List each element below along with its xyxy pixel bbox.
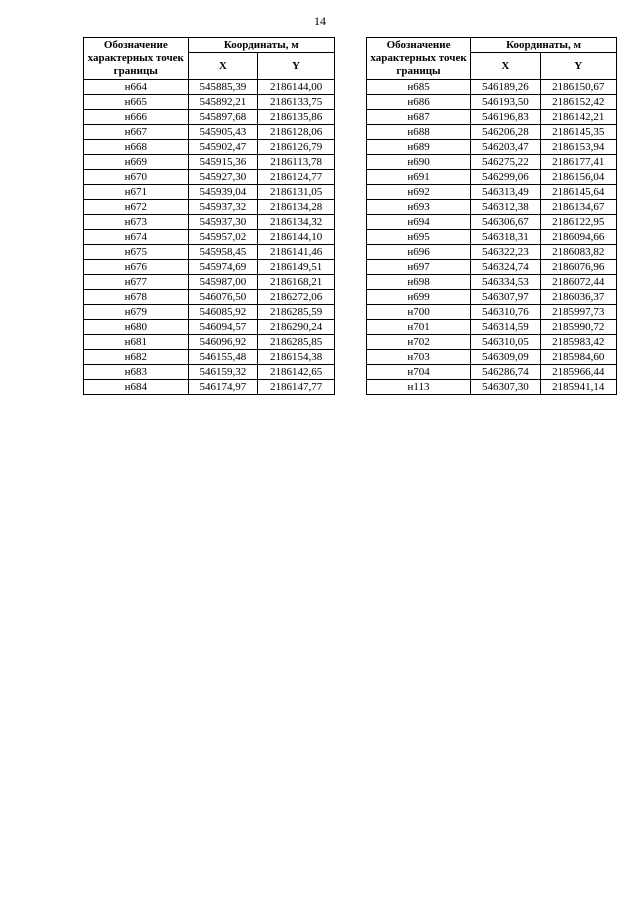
cell-point: н680 <box>84 320 189 335</box>
cell-x: 546310,05 <box>471 335 540 350</box>
table-row <box>367 230 617 245</box>
cell-point: н666 <box>84 110 189 125</box>
cell-x: 546310,76 <box>471 305 540 320</box>
cell-y: 2186072,44 <box>540 275 616 290</box>
cell-x: 546299,06 <box>471 170 540 185</box>
cell-point: н673 <box>84 215 189 230</box>
cell-point: н683 <box>84 365 189 380</box>
cell-y: 2185983,42 <box>540 335 616 350</box>
table-row <box>367 155 617 170</box>
cell-point: н679 <box>84 305 189 320</box>
table-row <box>367 110 617 125</box>
cell-point: н685 <box>367 80 471 95</box>
table-row <box>367 245 617 260</box>
cell-y: 2186134,28 <box>258 200 335 215</box>
cell-y: 2186133,75 <box>258 95 335 110</box>
page-number: 14 <box>314 14 326 28</box>
cell-y: 2186147,77 <box>258 380 335 395</box>
table-row <box>367 215 617 230</box>
table-row <box>367 185 617 200</box>
cell-y: 2186126,79 <box>258 140 335 155</box>
table-row <box>367 80 617 95</box>
table-row <box>84 155 335 170</box>
cell-x: 545937,32 <box>188 200 258 215</box>
cell-point: н113 <box>367 380 471 395</box>
table-row <box>84 170 335 185</box>
cell-y: 2186152,42 <box>540 95 616 110</box>
cell-point: н687 <box>367 110 471 125</box>
cell-x: 546159,32 <box>188 365 258 380</box>
header-x: X <box>471 53 540 80</box>
cell-point: н693 <box>367 200 471 215</box>
cell-x: 545937,30 <box>188 215 258 230</box>
table-row <box>84 335 335 350</box>
cell-x: 546275,22 <box>471 155 540 170</box>
cell-x: 545927,30 <box>188 170 258 185</box>
cell-x: 546312,38 <box>471 200 540 215</box>
table-row <box>367 200 617 215</box>
cell-x: 546322,23 <box>471 245 540 260</box>
cell-point: н676 <box>84 260 189 275</box>
cell-y: 2186153,94 <box>540 140 616 155</box>
cell-x: 546313,49 <box>471 185 540 200</box>
cell-point: н699 <box>367 290 471 305</box>
table-row <box>84 305 335 320</box>
cell-y: 2186134,67 <box>540 200 616 215</box>
cell-point: н702 <box>367 335 471 350</box>
table-row <box>84 260 335 275</box>
cell-y: 2186145,35 <box>540 125 616 140</box>
cell-point: н698 <box>367 275 471 290</box>
cell-point: н681 <box>84 335 189 350</box>
cell-x: 545974,69 <box>188 260 258 275</box>
table-row <box>367 350 617 365</box>
cell-x: 545958,45 <box>188 245 258 260</box>
cell-y: 2186131,05 <box>258 185 335 200</box>
cell-point: н684 <box>84 380 189 395</box>
cell-point: н701 <box>367 320 471 335</box>
cell-y: 2185984,60 <box>540 350 616 365</box>
cell-x: 546076,50 <box>188 290 258 305</box>
cell-y: 2185997,73 <box>540 305 616 320</box>
cell-y: 2186083,82 <box>540 245 616 260</box>
cell-y: 2186141,46 <box>258 245 335 260</box>
cell-y: 2186144,00 <box>258 80 335 95</box>
table-row <box>367 95 617 110</box>
cell-y: 2186122,95 <box>540 215 616 230</box>
table-row <box>367 320 617 335</box>
table-row <box>367 365 617 380</box>
cell-point: н670 <box>84 170 189 185</box>
cell-point: н703 <box>367 350 471 365</box>
cell-x: 546318,31 <box>471 230 540 245</box>
table-row <box>84 230 335 245</box>
cell-y: 2186076,96 <box>540 260 616 275</box>
cell-point: н690 <box>367 155 471 170</box>
table-row <box>367 125 617 140</box>
cell-x: 546286,74 <box>471 365 540 380</box>
cell-y: 2186285,85 <box>258 335 335 350</box>
cell-x: 545897,68 <box>188 110 258 125</box>
table-row <box>84 110 335 125</box>
header-coords: Координаты, м <box>188 38 334 53</box>
cell-point: н696 <box>367 245 471 260</box>
cell-y: 2186134,32 <box>258 215 335 230</box>
coordinates-table-left <box>83 37 335 395</box>
table-row <box>84 275 335 290</box>
cell-x: 545905,43 <box>188 125 258 140</box>
cell-y: 2186154,38 <box>258 350 335 365</box>
table-row <box>84 245 335 260</box>
cell-x: 546307,97 <box>471 290 540 305</box>
table-row <box>84 140 335 155</box>
table-row <box>84 125 335 140</box>
cell-point: н686 <box>367 95 471 110</box>
table-body <box>367 80 617 395</box>
cell-point: н678 <box>84 290 189 305</box>
table-row <box>84 380 335 395</box>
table-row <box>84 95 335 110</box>
cell-x: 546174,97 <box>188 380 258 395</box>
cell-y: 2186036,37 <box>540 290 616 305</box>
cell-y: 2186145,64 <box>540 185 616 200</box>
cell-point: н671 <box>84 185 189 200</box>
cell-y: 2186142,65 <box>258 365 335 380</box>
cell-x: 546096,92 <box>188 335 258 350</box>
cell-y: 2186177,41 <box>540 155 616 170</box>
table-row <box>367 170 617 185</box>
cell-y: 2186135,86 <box>258 110 335 125</box>
cell-x: 545939,04 <box>188 185 258 200</box>
cell-x: 545915,36 <box>188 155 258 170</box>
cell-x: 546314,59 <box>471 320 540 335</box>
cell-point: н664 <box>84 80 189 95</box>
cell-point: н695 <box>367 230 471 245</box>
header-y: Y <box>258 53 335 80</box>
cell-point: н668 <box>84 140 189 155</box>
cell-y: 2186150,67 <box>540 80 616 95</box>
cell-x: 546196,83 <box>471 110 540 125</box>
cell-y: 2186272,06 <box>258 290 335 305</box>
header-y: Y <box>540 53 616 80</box>
cell-y: 2186290,24 <box>258 320 335 335</box>
cell-point: н691 <box>367 170 471 185</box>
header-point: Обозначение характерных точек границы <box>367 38 471 80</box>
cell-point: н694 <box>367 215 471 230</box>
header-point: Обозначение характерных точек границы <box>84 38 189 80</box>
table-row <box>367 275 617 290</box>
cell-y: 2185990,72 <box>540 320 616 335</box>
table-body <box>84 80 335 395</box>
cell-y: 2186142,21 <box>540 110 616 125</box>
cell-point: н675 <box>84 245 189 260</box>
cell-x: 545885,39 <box>188 80 258 95</box>
cell-point: н672 <box>84 200 189 215</box>
table-row <box>84 365 335 380</box>
table-row <box>367 140 617 155</box>
cell-x: 546324,74 <box>471 260 540 275</box>
coordinates-table-right <box>366 37 617 395</box>
cell-x: 546193,50 <box>471 95 540 110</box>
header-coords: Координаты, м <box>471 38 617 53</box>
cell-point: н692 <box>367 185 471 200</box>
cell-y: 2186113,78 <box>258 155 335 170</box>
table-row <box>84 185 335 200</box>
cell-y: 2186124,77 <box>258 170 335 185</box>
table-row <box>367 380 617 395</box>
cell-x: 546307,30 <box>471 380 540 395</box>
cell-point: н688 <box>367 125 471 140</box>
cell-x: 545987,00 <box>188 275 258 290</box>
cell-y: 2186168,21 <box>258 275 335 290</box>
cell-x: 546306,67 <box>471 215 540 230</box>
cell-point: н700 <box>367 305 471 320</box>
cell-x: 546334,53 <box>471 275 540 290</box>
table-row <box>367 260 617 275</box>
table-row <box>84 80 335 95</box>
cell-y: 2186094,66 <box>540 230 616 245</box>
cell-point: н697 <box>367 260 471 275</box>
cell-y: 2186144,10 <box>258 230 335 245</box>
table-row <box>84 290 335 305</box>
table-row <box>367 290 617 305</box>
table-row <box>84 320 335 335</box>
cell-x: 546309,09 <box>471 350 540 365</box>
cell-point: н682 <box>84 350 189 365</box>
table-row <box>84 215 335 230</box>
cell-point: н677 <box>84 275 189 290</box>
cell-point: н689 <box>367 140 471 155</box>
header-x: X <box>188 53 258 80</box>
cell-x: 546189,26 <box>471 80 540 95</box>
cell-y: 2186149,51 <box>258 260 335 275</box>
cell-point: н674 <box>84 230 189 245</box>
cell-y: 2186128,06 <box>258 125 335 140</box>
table-row <box>367 335 617 350</box>
cell-x: 546094,57 <box>188 320 258 335</box>
cell-x: 545902,47 <box>188 140 258 155</box>
cell-x: 545957,02 <box>188 230 258 245</box>
cell-x: 546203,47 <box>471 140 540 155</box>
cell-point: н669 <box>84 155 189 170</box>
table-row <box>367 305 617 320</box>
table-row <box>84 350 335 365</box>
cell-point: н704 <box>367 365 471 380</box>
cell-y: 2185941,14 <box>540 380 616 395</box>
cell-x: 546155,48 <box>188 350 258 365</box>
cell-y: 2185966,44 <box>540 365 616 380</box>
cell-y: 2186285,59 <box>258 305 335 320</box>
table-row <box>84 200 335 215</box>
cell-x: 546206,28 <box>471 125 540 140</box>
cell-point: н665 <box>84 95 189 110</box>
cell-point: н667 <box>84 125 189 140</box>
cell-y: 2186156,04 <box>540 170 616 185</box>
cell-x: 545892,21 <box>188 95 258 110</box>
cell-x: 546085,92 <box>188 305 258 320</box>
